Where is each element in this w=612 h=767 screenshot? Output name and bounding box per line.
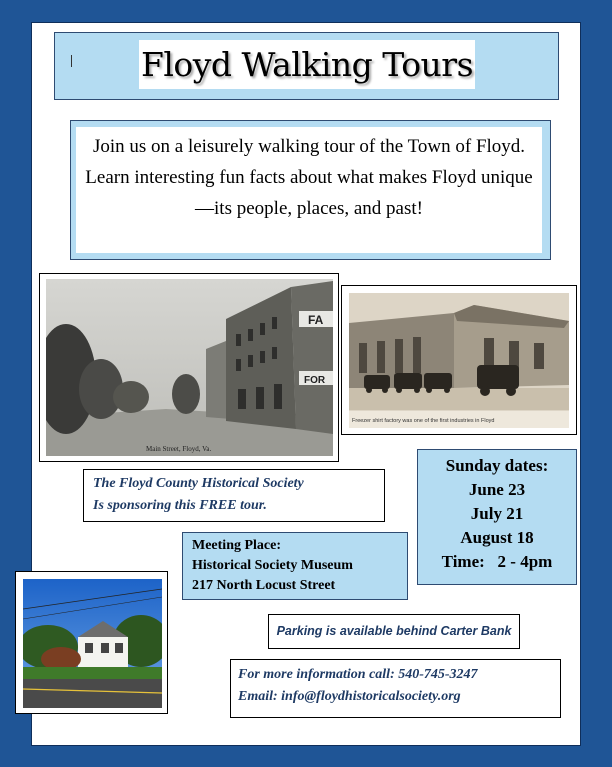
meeting-address: 217 North Locust Street xyxy=(192,578,336,593)
main-street-caption: Main Street, Floyd, Va. xyxy=(146,445,212,453)
intro-banner xyxy=(70,120,551,260)
sponsor-box xyxy=(83,469,385,522)
factory-photo-frame xyxy=(341,285,577,435)
intro-text: Join us on a leisurely walking tour of the Town of Floyd. Learn interesting fun facts about what makes Floyd unique—its people, places, and past! xyxy=(76,127,542,253)
text-cursor xyxy=(71,55,72,67)
date-item: June 23 xyxy=(468,480,526,499)
parking-box xyxy=(268,614,520,649)
sign-fa: FA xyxy=(308,313,324,327)
contact-phone: For more information call: 540-745-3247 xyxy=(238,667,478,682)
meeting-label: Meeting Place: xyxy=(192,538,282,553)
main-street-photo-frame xyxy=(39,273,339,462)
flyer-page xyxy=(31,22,581,746)
main-street-photo xyxy=(46,279,333,456)
sign-for: FOR xyxy=(304,375,326,386)
title-panel xyxy=(139,40,475,89)
title-banner xyxy=(54,32,559,100)
meeting-venue: Historical Society Museum xyxy=(192,558,353,573)
contact-email: Email: info@floydhistoricalsociety.org xyxy=(238,689,461,704)
dates-box xyxy=(417,449,577,585)
sponsor-line-1: The Floyd County Historical Society xyxy=(93,476,304,491)
parking-text: Parking is available behind Carter Bank xyxy=(276,624,512,638)
meeting-box xyxy=(182,532,408,600)
time-text: Time: 2 - 4pm xyxy=(441,552,553,571)
house-photo xyxy=(23,579,162,708)
factory-caption: Freezer shirt factory was one of the first industries in Floyd xyxy=(352,418,495,424)
date-item: August 18 xyxy=(460,528,534,547)
factory-photo xyxy=(349,293,569,428)
house-photo-frame xyxy=(15,571,168,714)
sponsor-line-2: Is sponsoring this FREE tour. xyxy=(93,498,267,513)
page-title: Floyd Walking Tours xyxy=(140,45,474,84)
contact-box xyxy=(230,659,561,718)
date-item: July 21 xyxy=(470,504,524,523)
dates-heading: Sunday dates: xyxy=(445,456,549,475)
